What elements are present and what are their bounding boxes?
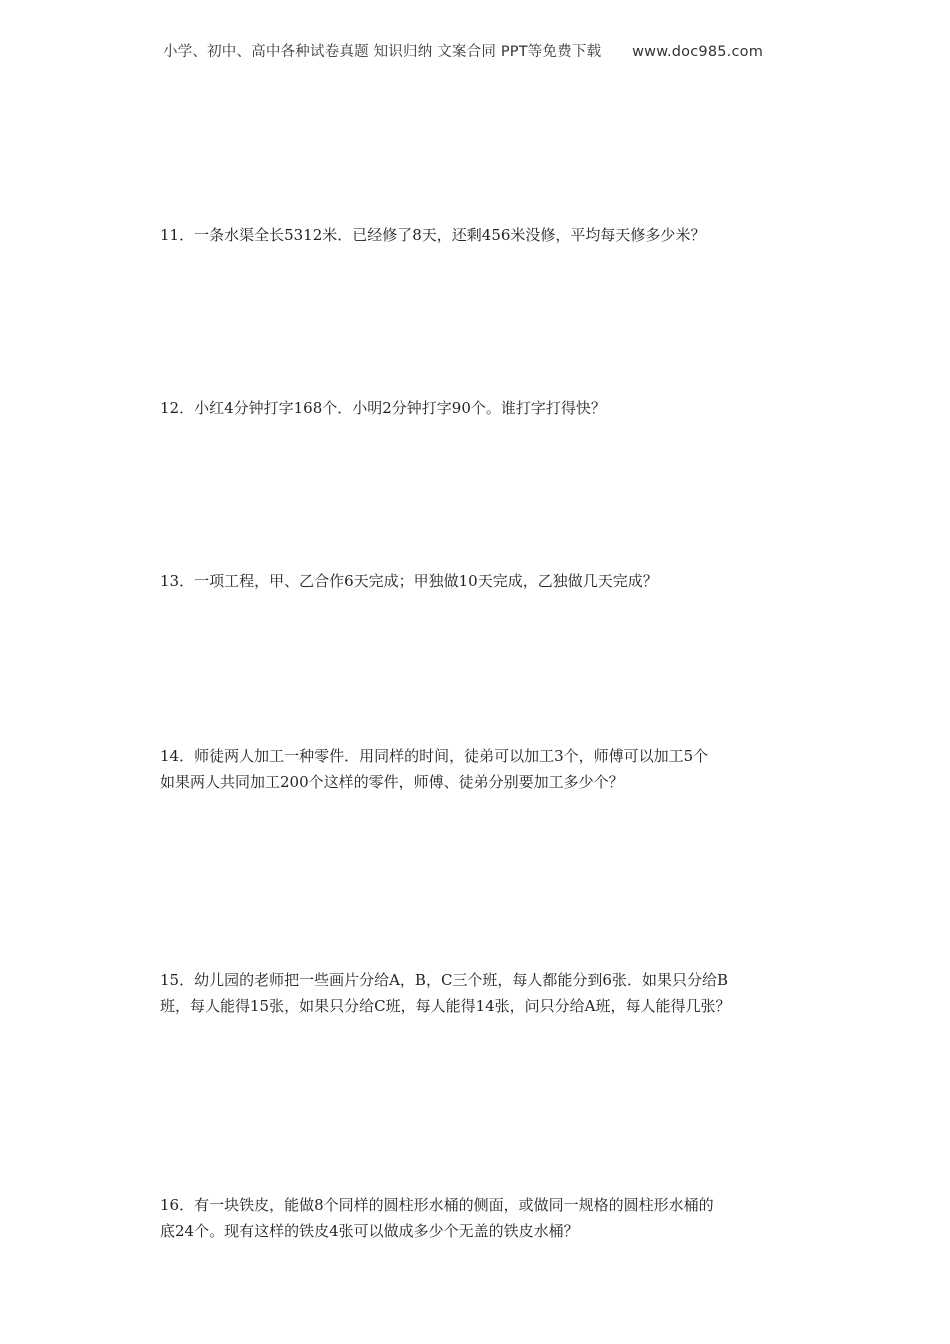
question-16 <box>160 1192 810 1244</box>
question-line: 11．一条水渠全长5312米．已经修了8天，还剩456米没修，平均每天修多少米？ <box>160 226 706 244</box>
question-line: 14．师徒两人加工一种零件．用同样的时间，徒弟可以加工3个，师傅可以加工5个 <box>160 747 709 765</box>
question-line: 如果两人共同加工200个这样的零件，师傅、徒弟分别要加工多少个？ <box>160 773 624 791</box>
question-line: 15．幼儿园的老师把一些画片分给A，B，C三个班，每人都能分到6张．如果只分给B <box>160 971 728 989</box>
question-line: 班，每人能得15张，如果只分给C班，每人能得14张，问只分给A班，每人能得几张？ <box>160 997 731 1015</box>
header-site-link[interactable]: www.doc985.com <box>632 44 764 60</box>
question-line: 13．一项工程，甲、乙合作6天完成；甲独做10天完成，乙独做几天完成？ <box>160 572 658 590</box>
question-13 <box>160 568 810 594</box>
question-14 <box>160 743 810 795</box>
page-header <box>163 40 763 61</box>
question-11 <box>160 222 810 248</box>
question-line: 16．有一块铁皮，能做8个同样的圆柱形水桶的侧面，或做同一规格的圆柱形水桶的 <box>160 1196 714 1214</box>
header-text: 小学、初中、高中各种试卷真题 知识归纳 文案合同 PPT等免费下载 <box>163 44 602 60</box>
question-line: 12．小红4分钟打字168个．小明2分钟打字90个。谁打字打得快？ <box>160 399 606 417</box>
question-15 <box>160 967 810 1019</box>
question-line: 底24个。现有这样的铁皮4张可以做成多少个无盖的铁皮水桶？ <box>160 1222 579 1240</box>
question-12 <box>160 395 810 421</box>
